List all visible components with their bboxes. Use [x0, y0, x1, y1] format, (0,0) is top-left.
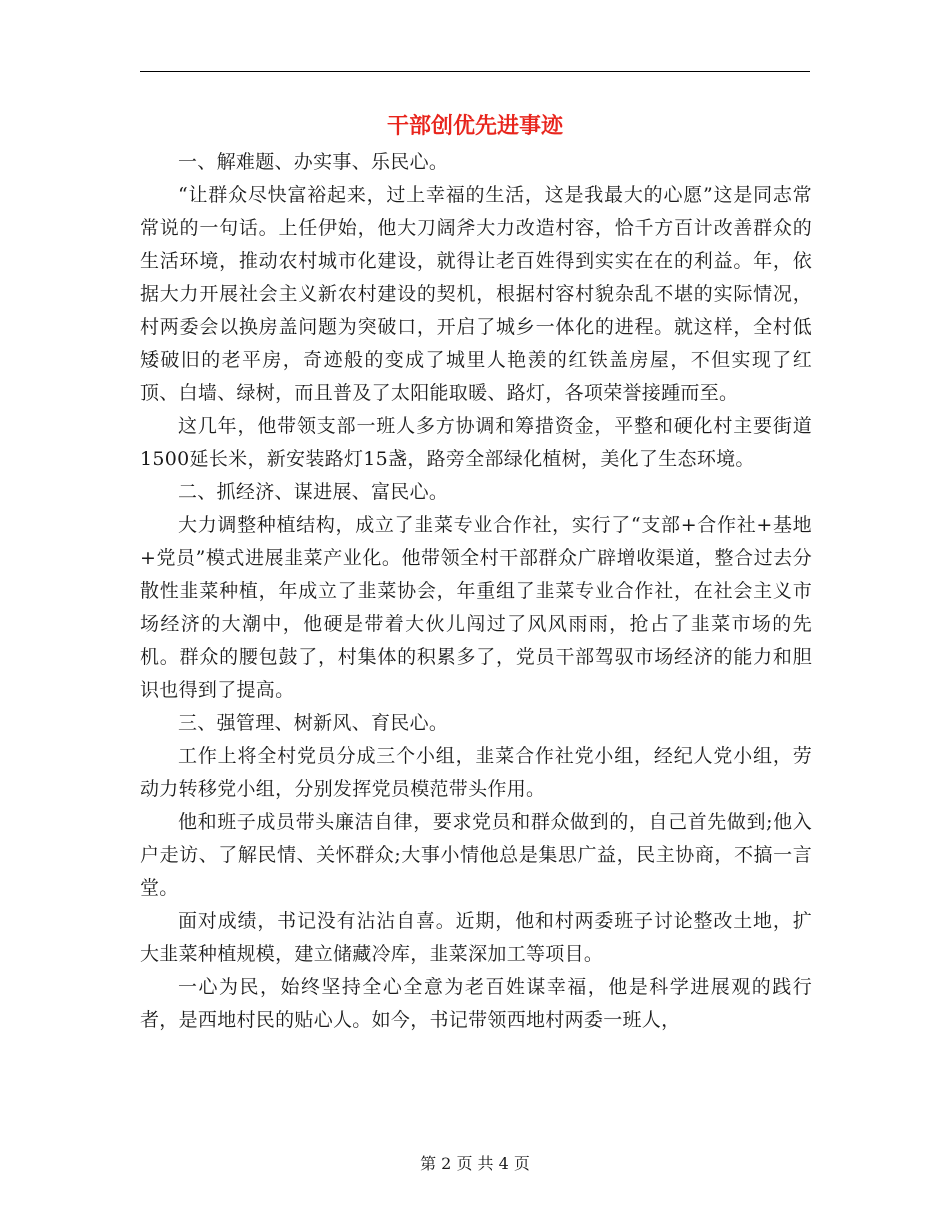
page-number-label: 第 2 页 共 4 页 — [420, 1154, 530, 1173]
paragraph-heading-3: 三、强管理、树新风、育民心。 — [178, 712, 449, 734]
paragraph-heading-1: 一、解难题、办实事、乐民心。 — [178, 151, 449, 173]
paragraph-heading-2: 二、抓经济、谋进展、富民心。 — [178, 481, 449, 503]
paragraph: 这几年，他带领支部一班人多方协调和筹措资金，平整和硬化村主要街道1500延长米，新安装路灯15盏，路旁全部绿化植树，美化了生态环境。 — [140, 415, 812, 470]
page-footer — [0, 1153, 950, 1175]
paragraph: 他和班子成员带头廉洁自律，要求党员和群众做到的，自己首先做到;他入户走访、了解民情、关怀群众;大事小情他总是集思广益，民主协商，不搞一言堂。 — [140, 811, 812, 899]
paragraph: 面对成绩，书记没有沾沾自喜。近期，他和村两委班子讨论整改土地，扩大韭菜种植规模，建立储藏冷库，韭菜深加工等项目。 — [140, 910, 812, 965]
paragraph: 一心为民，始终坚持全心全意为老百姓谋幸福，他是科学进展观的践行者，是西地村民的贴心人。如今，书记带领西地村两委一班人， — [140, 976, 812, 1031]
document-body — [140, 146, 812, 1037]
header-rule — [140, 71, 810, 72]
paragraph: 工作上将全村党员分成三个小组，韭菜合作社党小组，经纪人党小组，劳动力转移党小组，分别发挥党员模范带头作用。 — [140, 745, 812, 800]
document-title: 干部创优先进事迹 — [386, 113, 563, 139]
paragraph: 大力调整种植结构，成立了韭菜专业合作社，实行了“支部+合作社+基地+党员”模式进展韭菜产业化。他带领全村干部群众广辟增收渠道，整合过去分散性韭菜种植，年成立了韭菜协会，年重组了韭菜专业合作社，在社会主义市场经济的大潮中，他硬是带着大伙儿闯过了风风雨雨，抢占了韭菜市场的先机。群众的腰包鼓了，村集体的积累多了，党员干部驾驭市场经济的能力和胆识也得到了提高。 — [140, 514, 812, 701]
paragraph: “让群众尽快富裕起来，过上幸福的生活，这是我最大的心愿”这是同志常常说的一句话。上任伊始，他大刀阔斧大力改造村容，恰千方百计改善群众的生活环境，推动农村城市化建设，就得让老百姓得到实实在在的利益。年，依据大力开展社会主义新农村建设的契机，根据村容村貌杂乱不堪的实际情况，村两委会以换房盖问题为突破口，开启了城乡一体化的进程。就这样，全村低矮破旧的老平房，奇迹般的变成了城里人艳羡的红铁盖房屋，不但实现了红顶、白墙、绿树，而且普及了太阳能取暖、路灯，各项荣誉接踵而至。 — [140, 184, 812, 404]
